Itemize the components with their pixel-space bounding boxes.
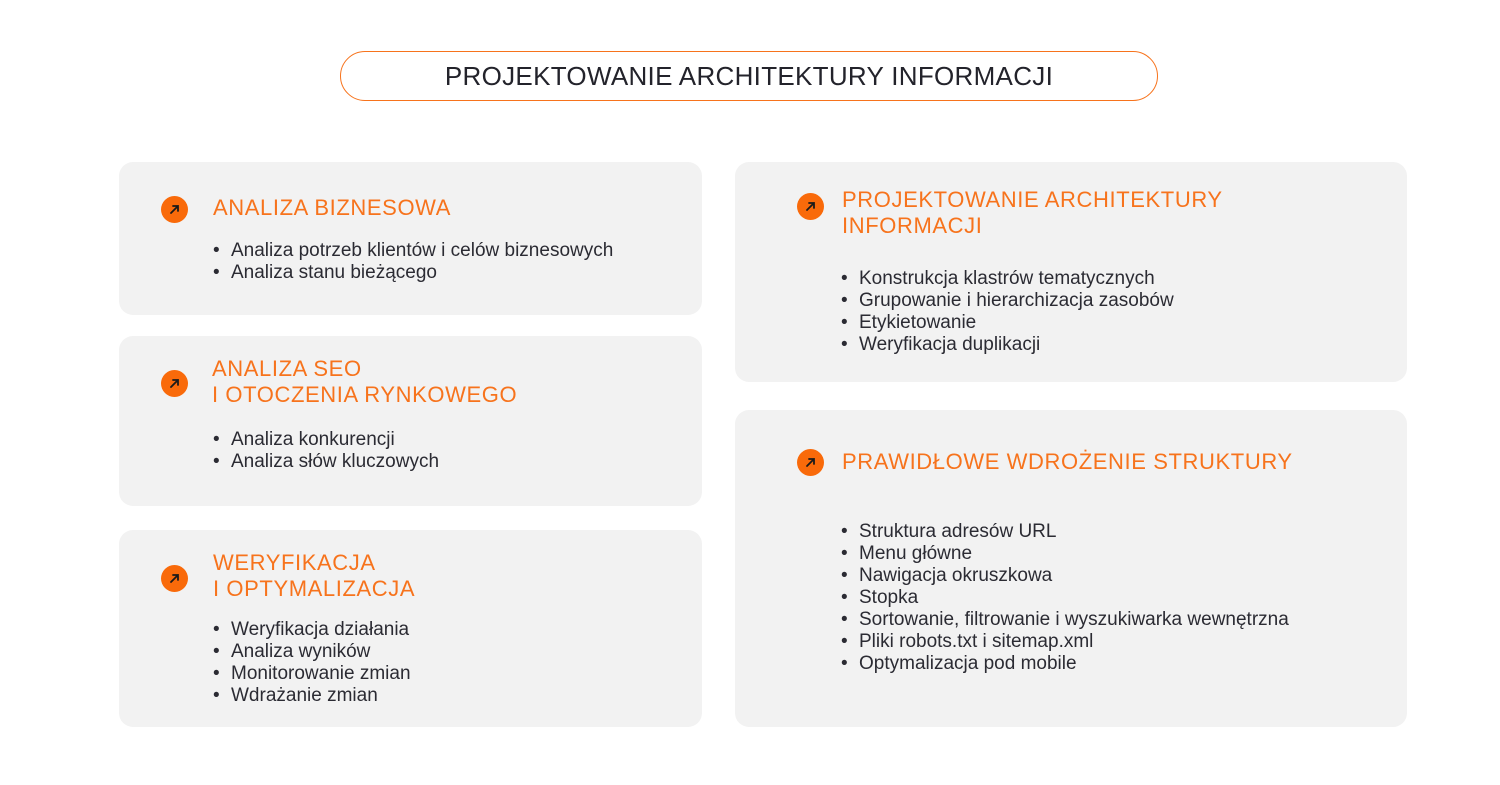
- arrow-up-right-icon: [797, 193, 824, 220]
- card-ia-design: [735, 162, 1407, 382]
- list-item: • Stopka: [841, 587, 1289, 609]
- page-title: PROJEKTOWANIE ARCHITEKTURY INFORMACJI: [340, 51, 1158, 101]
- card-structure-implementation: [735, 410, 1407, 727]
- card-title: ANALIZA SEO I OTOCZENIA RYNKOWEGO: [212, 356, 518, 407]
- list-item: • Pliki robots.txt i sitemap.xml: [841, 631, 1289, 653]
- card-list: [841, 268, 1174, 356]
- card-list: [213, 619, 411, 707]
- card-title: PRAWIDŁOWE WDROŻENIE STRUKTURY: [842, 449, 1293, 474]
- arrow-up-right-icon: [161, 370, 188, 397]
- list-item: • Analiza wyników: [213, 641, 411, 663]
- list-item: • Wdrażanie zmian: [213, 685, 411, 707]
- card-list: [213, 429, 439, 473]
- list-item: • Analiza stanu bieżącego: [213, 262, 613, 284]
- list-item: • Menu główne: [841, 543, 1289, 565]
- card-verification: [119, 530, 702, 727]
- card-title: ANALIZA BIZNESOWA: [213, 195, 451, 220]
- list-item: • Konstrukcja klastrów tematycznych: [841, 268, 1174, 290]
- arrow-up-right-icon: [797, 449, 824, 476]
- list-item: • Analiza słów kluczowych: [213, 451, 439, 473]
- list-item: • Analiza potrzeb klientów i celów biznesowych: [213, 240, 613, 262]
- arrow-up-right-icon: [161, 196, 188, 223]
- list-item: • Etykietowanie: [841, 312, 1174, 334]
- list-item: • Struktura adresów URL: [841, 521, 1289, 543]
- card-seo-analysis: [119, 336, 702, 506]
- card-list: [841, 521, 1289, 675]
- list-item: • Weryfikacja duplikacji: [841, 334, 1174, 356]
- list-item: • Weryfikacja działania: [213, 619, 411, 641]
- card-list: [213, 240, 613, 284]
- list-item: • Nawigacja okruszkowa: [841, 565, 1289, 587]
- card-business-analysis: [119, 162, 702, 315]
- card-title: PROJEKTOWANIE ARCHITEKTURY INFORMACJI: [842, 187, 1223, 238]
- list-item: • Monitorowanie zmian: [213, 663, 411, 685]
- arrow-up-right-icon: [161, 565, 188, 592]
- card-title: WERYFIKACJA I OPTYMALIZACJA: [213, 550, 416, 601]
- list-item: • Optymalizacja pod mobile: [841, 653, 1289, 675]
- list-item: • Analiza konkurencji: [213, 429, 439, 451]
- list-item: • Grupowanie i hierarchizacja zasobów: [841, 290, 1174, 312]
- list-item: • Sortowanie, filtrowanie i wyszukiwarka wewnętrzna: [841, 609, 1289, 631]
